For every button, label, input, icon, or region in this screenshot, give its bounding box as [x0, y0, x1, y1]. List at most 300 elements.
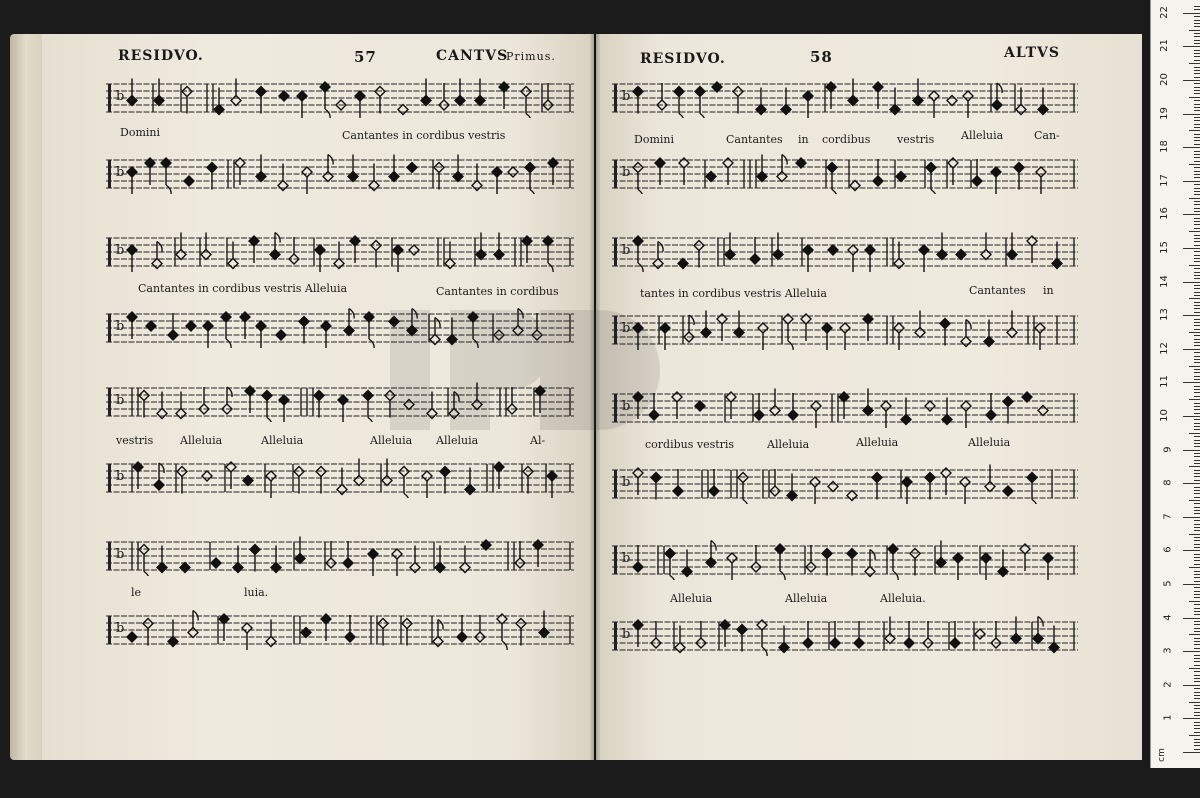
ruler-tick — [1194, 648, 1200, 649]
staff-left-4 — [106, 308, 574, 348]
ruler-tick — [1194, 423, 1200, 424]
ruler-tick — [1194, 591, 1200, 592]
ruler-tick — [1194, 339, 1200, 340]
ruler-tick — [1194, 678, 1200, 679]
ruler-tick — [1183, 483, 1200, 484]
ruler-tick — [1194, 335, 1200, 336]
ruler-tick — [1194, 137, 1200, 138]
staff-left-3 — [106, 232, 574, 272]
ruler-tick — [1194, 362, 1200, 363]
ruler-tick — [1183, 181, 1200, 182]
ruler-number: 6 — [1162, 546, 1174, 554]
ruler-tick — [1194, 104, 1200, 105]
ruler-tick — [1183, 651, 1200, 652]
ruler-tick — [1183, 248, 1200, 249]
ruler-tick — [1194, 597, 1200, 598]
ruler-tick — [1194, 443, 1200, 444]
ruler-tick — [1194, 507, 1200, 508]
ruler-number: 12 — [1159, 341, 1171, 355]
svg-text:b: b — [116, 393, 125, 408]
ruler-tick — [1189, 130, 1200, 131]
ruler-tick — [1194, 403, 1200, 404]
ruler-number: 1 — [1162, 714, 1174, 722]
ruler-tick — [1194, 732, 1200, 733]
ruler-tick — [1194, 221, 1200, 222]
ruler-tick — [1194, 560, 1200, 561]
ruler-tick — [1194, 211, 1200, 212]
lyric-right-3-3: in — [1043, 284, 1054, 297]
ruler-number: 8 — [1162, 479, 1174, 486]
ruler-tick — [1194, 184, 1200, 185]
ruler-tick — [1189, 735, 1200, 736]
ruler-tick — [1194, 50, 1200, 51]
ruler-tick — [1194, 194, 1200, 195]
ruler-number: 9 — [1162, 445, 1174, 453]
svg-text:b: b — [622, 551, 631, 566]
lyric-right-1-3: in — [798, 133, 809, 146]
ruler-tick — [1194, 208, 1200, 209]
staff-right-6 — [612, 464, 1078, 504]
ruler-tick — [1189, 567, 1200, 568]
ruler-tick — [1194, 272, 1200, 273]
ruler-tick — [1194, 426, 1200, 427]
ruler-tick — [1194, 587, 1200, 588]
ruler-tick — [1194, 261, 1200, 262]
ruler-tick — [1194, 739, 1200, 740]
ruler-tick — [1194, 749, 1200, 750]
ruler-tick — [1194, 40, 1200, 41]
lyric-right-3-2: Cantantes — [969, 284, 1026, 297]
ruler-tick — [1189, 634, 1200, 635]
ruler-tick — [1194, 493, 1200, 494]
right-page-number: 58 — [810, 48, 833, 66]
ruler-tick — [1194, 93, 1200, 94]
ruler-tick — [1194, 161, 1200, 162]
ruler-tick — [1194, 255, 1200, 256]
ruler-tick — [1194, 70, 1200, 71]
ruler-tick — [1194, 581, 1200, 582]
svg-text:b: b — [622, 89, 631, 104]
ruler-tick — [1194, 16, 1200, 17]
ruler-tick — [1194, 392, 1200, 393]
ruler-tick — [1194, 140, 1200, 141]
ruler-tick — [1194, 655, 1200, 656]
ruler-tick — [1194, 285, 1200, 286]
ruler-tick — [1194, 329, 1200, 330]
svg-text:b: b — [622, 243, 631, 258]
ruler-number: 20 — [1159, 73, 1171, 86]
ruler-tick — [1194, 456, 1200, 457]
ruler-tick — [1194, 409, 1200, 410]
ruler-tick — [1194, 60, 1200, 61]
lyric-right-7-3: Alleluia. — [880, 592, 926, 605]
ruler-tick — [1194, 547, 1200, 548]
ruler-tick — [1194, 90, 1200, 91]
ruler-tick — [1189, 702, 1200, 703]
left-page-number: 57 — [354, 48, 377, 66]
ruler-tick — [1189, 231, 1200, 232]
ruler-tick — [1194, 127, 1200, 128]
ruler-tick — [1194, 554, 1200, 555]
ruler-tick — [1194, 36, 1200, 37]
ruler-tick — [1194, 154, 1200, 155]
ruler-tick — [1194, 675, 1200, 676]
ruler-tick — [1194, 429, 1200, 430]
ruler-tick — [1194, 708, 1200, 709]
ruler-tick — [1183, 416, 1200, 417]
ruler-tick — [1183, 550, 1200, 551]
staff-left-2 — [106, 154, 574, 194]
staff-left-8 — [106, 610, 574, 650]
ruler-tick — [1194, 611, 1200, 612]
ruler-number: 4 — [1162, 613, 1174, 621]
ruler-tick — [1194, 530, 1200, 531]
ruler-tick — [1194, 520, 1200, 521]
lyric-left-1-2: Cantantes in cordibus vestris — [342, 129, 506, 142]
ruler-tick — [1194, 67, 1200, 68]
ruler-tick — [1194, 406, 1200, 407]
ruler-number: 16 — [1159, 207, 1171, 221]
svg-text:b: b — [116, 319, 125, 334]
ruler-number: 7 — [1162, 513, 1174, 520]
ruler-tick — [1194, 557, 1200, 558]
ruler-number: 19 — [1159, 106, 1171, 120]
ruler-tick — [1194, 440, 1200, 441]
right-header-residuo: RESIDVO. — [640, 51, 726, 67]
ruler-tick — [1183, 618, 1200, 619]
ruler-tick — [1183, 349, 1200, 350]
svg-text:b: b — [116, 621, 125, 636]
ruler-tick — [1194, 295, 1200, 296]
lyric-right-1-1: Domini — [634, 133, 674, 146]
ruler-tick — [1183, 214, 1200, 215]
ruler-number: 3 — [1162, 647, 1174, 654]
ruler-tick — [1194, 470, 1200, 471]
ruler-tick — [1194, 503, 1200, 504]
ruler-tick — [1189, 668, 1200, 669]
ruler-tick — [1194, 419, 1200, 420]
ruler-tick — [1194, 476, 1200, 477]
ruler-tick — [1194, 728, 1200, 729]
ruler-number: 18 — [1159, 140, 1171, 154]
ruler-tick — [1194, 204, 1200, 205]
ruler-tick — [1189, 298, 1200, 299]
ruler-tick — [1194, 177, 1200, 178]
ruler-tick — [1194, 251, 1200, 252]
ruler-tick — [1194, 671, 1200, 672]
ruler-tick — [1189, 601, 1200, 602]
ruler-tick — [1183, 752, 1200, 753]
ruler-tick — [1194, 544, 1200, 545]
lyric-right-3-1: tantes in cordibus vestris Alleluia — [640, 287, 827, 300]
svg-text:b: b — [622, 399, 631, 414]
ruler-number: 2 — [1162, 681, 1174, 688]
ruler-tick — [1189, 265, 1200, 266]
ruler-tick — [1183, 517, 1200, 518]
lyric-left-7-1: le — [131, 586, 142, 599]
ruler-tick — [1189, 332, 1200, 333]
ruler-tick — [1194, 20, 1200, 21]
ruler-tick — [1194, 120, 1200, 121]
lyric-right-1-5: vestris — [897, 133, 935, 146]
lyric-left-1-1: Domini — [120, 126, 160, 139]
ruler-tick — [1194, 722, 1200, 723]
ruler-tick — [1194, 268, 1200, 269]
ruler-tick — [1194, 235, 1200, 236]
ruler-tick — [1194, 608, 1200, 609]
staff-right-4 — [612, 310, 1078, 350]
ruler-tick — [1194, 245, 1200, 246]
ruler-tick — [1183, 282, 1200, 283]
ruler-tick — [1194, 463, 1200, 464]
ruler-tick — [1194, 628, 1200, 629]
lyric-left-7-2: luia. — [244, 586, 269, 599]
ruler-tick — [1189, 366, 1200, 367]
ruler-tick — [1194, 26, 1200, 27]
ruler-tick — [1194, 460, 1200, 461]
svg-text:b: b — [622, 475, 631, 490]
ruler-tick — [1194, 167, 1200, 168]
lyric-right-5-3: Alleluia — [856, 436, 899, 449]
lyric-right-7-1: Alleluia — [670, 592, 713, 605]
ruler-tick — [1194, 379, 1200, 380]
ruler-tick — [1194, 345, 1200, 346]
svg-text:b: b — [622, 627, 631, 642]
svg-text:b: b — [116, 243, 125, 258]
staff-left-1 — [106, 78, 574, 118]
ruler-tick — [1183, 13, 1200, 14]
ruler-tick — [1194, 480, 1200, 481]
ruler-tick — [1194, 174, 1200, 175]
lyric-left-5-2: Alleluia — [180, 434, 223, 447]
ruler-tick — [1194, 473, 1200, 474]
ruler-tick — [1194, 305, 1200, 306]
ruler-tick — [1194, 117, 1200, 118]
ruler-tick — [1194, 695, 1200, 696]
ruler-tick — [1194, 308, 1200, 309]
ruler-tick — [1194, 83, 1200, 84]
ruler-number: 21 — [1159, 39, 1171, 53]
lyric-right-1-4: cordibus — [822, 133, 871, 146]
svg-text:b: b — [116, 89, 125, 104]
lyric-right-5-1: cordibus vestris — [645, 438, 735, 451]
ruler-tick — [1194, 258, 1200, 259]
ruler-tick — [1194, 745, 1200, 746]
ruler-tick — [1194, 524, 1200, 525]
ruler-tick — [1194, 312, 1200, 313]
left-header-residuo: RESIDVO. — [118, 48, 204, 64]
ruler-tick — [1194, 712, 1200, 713]
lyric-left-3-1: Cantantes in cordibus vestris Alleluia — [138, 282, 348, 295]
ruler-tick — [1194, 453, 1200, 454]
lyric-left-5-1: vestris — [116, 434, 154, 447]
ruler-number: 15 — [1159, 241, 1171, 254]
staff-right-3 — [612, 232, 1078, 272]
ruler-tick — [1194, 369, 1200, 370]
ruler-tick — [1194, 157, 1200, 158]
ruler-number: 5 — [1162, 580, 1174, 587]
ruler-tick — [1194, 644, 1200, 645]
ruler-number: 10 — [1159, 409, 1171, 422]
svg-text:b: b — [622, 321, 631, 336]
ruler-tick — [1194, 359, 1200, 360]
ruler-tick — [1194, 107, 1200, 108]
ruler-tick — [1194, 191, 1200, 192]
ruler-tick — [1183, 315, 1200, 316]
left-header-voice: CANTVS — [436, 48, 509, 64]
ruler-tick — [1194, 661, 1200, 662]
ruler-tick — [1194, 33, 1200, 34]
ruler-tick — [1189, 30, 1200, 31]
ruler-tick — [1194, 705, 1200, 706]
ruler-tick — [1183, 80, 1200, 81]
ruler-tick — [1194, 372, 1200, 373]
staff-right-5 — [612, 388, 1078, 428]
staff-left-7 — [106, 536, 574, 576]
ruler-tick — [1194, 275, 1200, 276]
ruler-tick — [1194, 510, 1200, 511]
lyric-right-5-4: Alleluia — [968, 436, 1011, 449]
ruler-tick — [1194, 692, 1200, 693]
ruler-tick — [1194, 144, 1200, 145]
ruler-tick — [1194, 228, 1200, 229]
ruler-tick — [1194, 389, 1200, 390]
ruler-tick — [1194, 319, 1200, 320]
ruler-tick — [1194, 624, 1200, 625]
ruler-tick — [1194, 537, 1200, 538]
lyric-left-5-6: Al- — [530, 434, 546, 447]
ruler-tick — [1194, 302, 1200, 303]
ruler-tick — [1194, 6, 1200, 7]
ruler-tick — [1194, 352, 1200, 353]
ruler-tick — [1194, 698, 1200, 699]
ruler-tick — [1194, 224, 1200, 225]
ruler-tick — [1194, 386, 1200, 387]
ruler-tick — [1194, 638, 1200, 639]
ruler-tick — [1189, 433, 1200, 434]
ruler-tick — [1189, 534, 1200, 535]
ruler-tick — [1183, 685, 1200, 686]
ruler-tick — [1194, 564, 1200, 565]
ruler-tick — [1194, 577, 1200, 578]
ruler-tick — [1183, 382, 1200, 383]
ruler-tick — [1194, 322, 1200, 323]
svg-text:b: b — [116, 469, 125, 484]
ruler-tick — [1189, 466, 1200, 467]
ruler-tick — [1189, 63, 1200, 64]
lyric-right-1-2: Cantantes — [726, 133, 783, 146]
ruler-tick — [1194, 53, 1200, 54]
svg-text:b: b — [622, 165, 631, 180]
ruler-tick — [1194, 218, 1200, 219]
ruler-tick — [1194, 241, 1200, 242]
ruler-tick — [1194, 342, 1200, 343]
ruler-tick — [1194, 658, 1200, 659]
ruler-tick — [1194, 540, 1200, 541]
ruler-number: 13 — [1159, 308, 1171, 322]
ruler-tick — [1183, 147, 1200, 148]
ruler-tick — [1189, 399, 1200, 400]
ruler-number: 22 — [1159, 5, 1171, 19]
ruler-tick — [1183, 718, 1200, 719]
lyric-right-1-6: Alleluia — [961, 129, 1004, 142]
ruler-tick — [1189, 500, 1200, 501]
ruler-tick — [1183, 114, 1200, 115]
ruler-tick — [1183, 450, 1200, 451]
ruler-tick — [1194, 56, 1200, 57]
lyric-right-5-2: Alleluia — [767, 438, 810, 451]
lyric-left-3-2: Cantantes in cordibus — [436, 285, 559, 298]
ruler-tick — [1194, 134, 1200, 135]
ruler-tick — [1194, 487, 1200, 488]
right-header-voice: ALTVS — [1004, 45, 1060, 61]
staff-left-6 — [106, 458, 574, 498]
ruler-tick — [1194, 604, 1200, 605]
ruler-tick — [1194, 497, 1200, 498]
ruler-tick — [1194, 171, 1200, 172]
ruler-tick — [1194, 725, 1200, 726]
lyric-left-5-4: Alleluia — [370, 434, 413, 447]
ruler-tick — [1194, 43, 1200, 44]
ruler-tick — [1194, 614, 1200, 615]
ruler-tick — [1194, 100, 1200, 101]
ruler-tick — [1194, 688, 1200, 689]
ruler-tick — [1194, 77, 1200, 78]
ruler-tick — [1194, 292, 1200, 293]
staff-right-2 — [612, 154, 1078, 194]
lyric-left-5-3: Alleluia — [261, 434, 304, 447]
ruler-tick — [1194, 665, 1200, 666]
ruler-number: 14 — [1159, 274, 1171, 288]
ruler-tick — [1194, 571, 1200, 572]
ruler-tick — [1194, 238, 1200, 239]
ruler-number: 17 — [1159, 173, 1171, 187]
ruler-tick — [1194, 631, 1200, 632]
ruler-tick — [1194, 715, 1200, 716]
ruler-tick — [1194, 413, 1200, 414]
ruler-tick — [1194, 151, 1200, 152]
ruler-tick — [1194, 527, 1200, 528]
ruler-tick — [1194, 188, 1200, 189]
ruler-tick — [1189, 198, 1200, 199]
ruler-tick — [1194, 594, 1200, 595]
ruler-tick — [1194, 681, 1200, 682]
ruler-tick — [1194, 73, 1200, 74]
ruler-tick — [1183, 584, 1200, 585]
ruler-tick — [1194, 9, 1200, 10]
staff-right-1 — [612, 78, 1078, 118]
ruler-unit: cm — [1156, 748, 1167, 762]
ruler-tick — [1194, 396, 1200, 397]
ruler-tick — [1194, 278, 1200, 279]
lyric-left-5-5: Alleluia — [436, 434, 479, 447]
staff-right-7 — [612, 540, 1078, 580]
ruler-tick — [1194, 621, 1200, 622]
ruler-tick — [1194, 742, 1200, 743]
left-header-voice-sub: Primus. — [506, 50, 556, 63]
svg-text:b: b — [116, 165, 125, 180]
ruler-tick — [1194, 574, 1200, 575]
lyric-right-7-2: Alleluia — [785, 592, 828, 605]
svg-text:b: b — [116, 547, 125, 562]
ruler-tick — [1194, 325, 1200, 326]
ruler-number: 11 — [1159, 375, 1171, 389]
ruler-tick — [1194, 288, 1200, 289]
measurement-ruler — [1150, 0, 1200, 768]
staff-right-8 — [612, 616, 1078, 656]
ruler-tick — [1194, 436, 1200, 437]
ruler-tick — [1194, 23, 1200, 24]
